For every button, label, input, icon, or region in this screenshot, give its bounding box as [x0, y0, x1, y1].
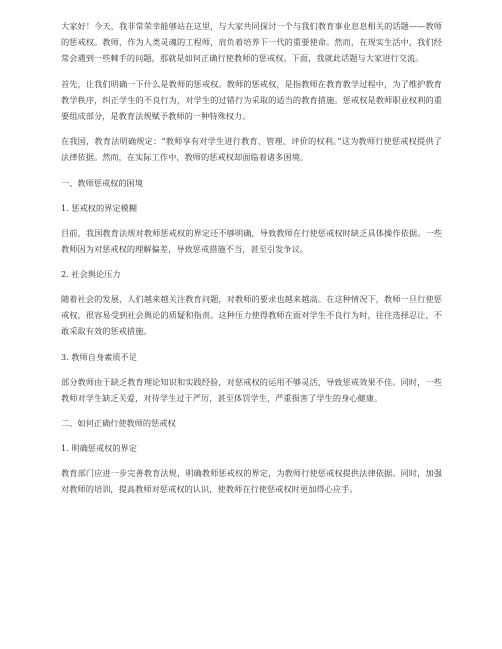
subheading-clarify-definition: 1. 明确惩戒权的界定 [61, 443, 137, 454]
paragraph-legal-basis: 在我国，教育法明确规定：“教师享有对学生进行教育、管理、评价的权利。”这为教师行使惩戒权提供了法律依据。然而，在实际工作中，教师的惩戒权却面临着诸多困境。 [61, 136, 442, 163]
paragraph-vague-definition: 目前，我国教育法规对教师惩戒权的界定还不够明确，导致教师在行使惩戒权时缺乏具体操作依据。一些教师因为对惩戒权的理解偏差，导致惩戒措施不当，甚至引发争议。 [61, 227, 442, 254]
section-heading-dilemma: 一、教师惩戒权的困境 [61, 177, 143, 188]
subheading-teacher-quality: 3. 教师自身素质不足 [61, 351, 137, 362]
paragraph-public-pressure: 随着社会的发展，人们越来越关注教育问题，对教师的要求也越来越高。在这种情况下，教师一旦行使惩戒权，很容易受到社会舆论的质疑和指责。这种压力使得教师在面对学生不良行为时，往往选择忍让，不敢采取有效的惩戒措施。 [61, 294, 442, 337]
paragraph-definition: 首先，让我们明确一下什么是教师的惩戒权。教师的惩戒权，是指教师在教育教学过程中，为了维护教育教学秩序，纠正学生的不良行为，对学生的过错行为采取的适当的教育措施。惩戒权是教师职业权利的重要组成部分，是教育法规赋予教师的一种特殊权力。 [61, 78, 442, 122]
paragraph-clarify-definition: 教育部门应进一步完善教育法规，明确教师惩戒权的界定，为教师行使惩戒权提供法律依据。同时，加强对教师的培训，提高教师对惩戒权的认识，使教师在行使惩戒权时更加得心应手。 [61, 468, 442, 495]
subheading-vague-definition: 1. 惩戒权的界定模糊 [61, 202, 137, 213]
section-heading-how-to: 二、如何正确行使教师的惩戒权 [61, 418, 176, 429]
paragraph-teacher-quality: 部分教师由于缺乏教育理论知识和实践经验，对惩戒权的运用不够灵活，导致惩戒效果不佳。同时，一些教师对学生缺乏关爱，对待学生过于严厉，甚至体罚学生，严重损害了学生的身心健康。 [61, 376, 442, 403]
subheading-public-pressure: 2. 社会舆论压力 [61, 269, 121, 280]
paragraph-intro: 大家好！今天，我非常荣幸能够站在这里，与大家共同探讨一个与我们教育事业息息相关的话题——教师的惩戒权。教师，作为人类灵魂的工程师，肩负着培养下一代的重要使命。然而，在现实生活中，我们经常会遇到一些棘手的问题，那就是如何正确行使教师的惩戒权。下面，我就此话题与大家进行交流。 [61, 21, 442, 64]
document-page [61, 18, 442, 506]
